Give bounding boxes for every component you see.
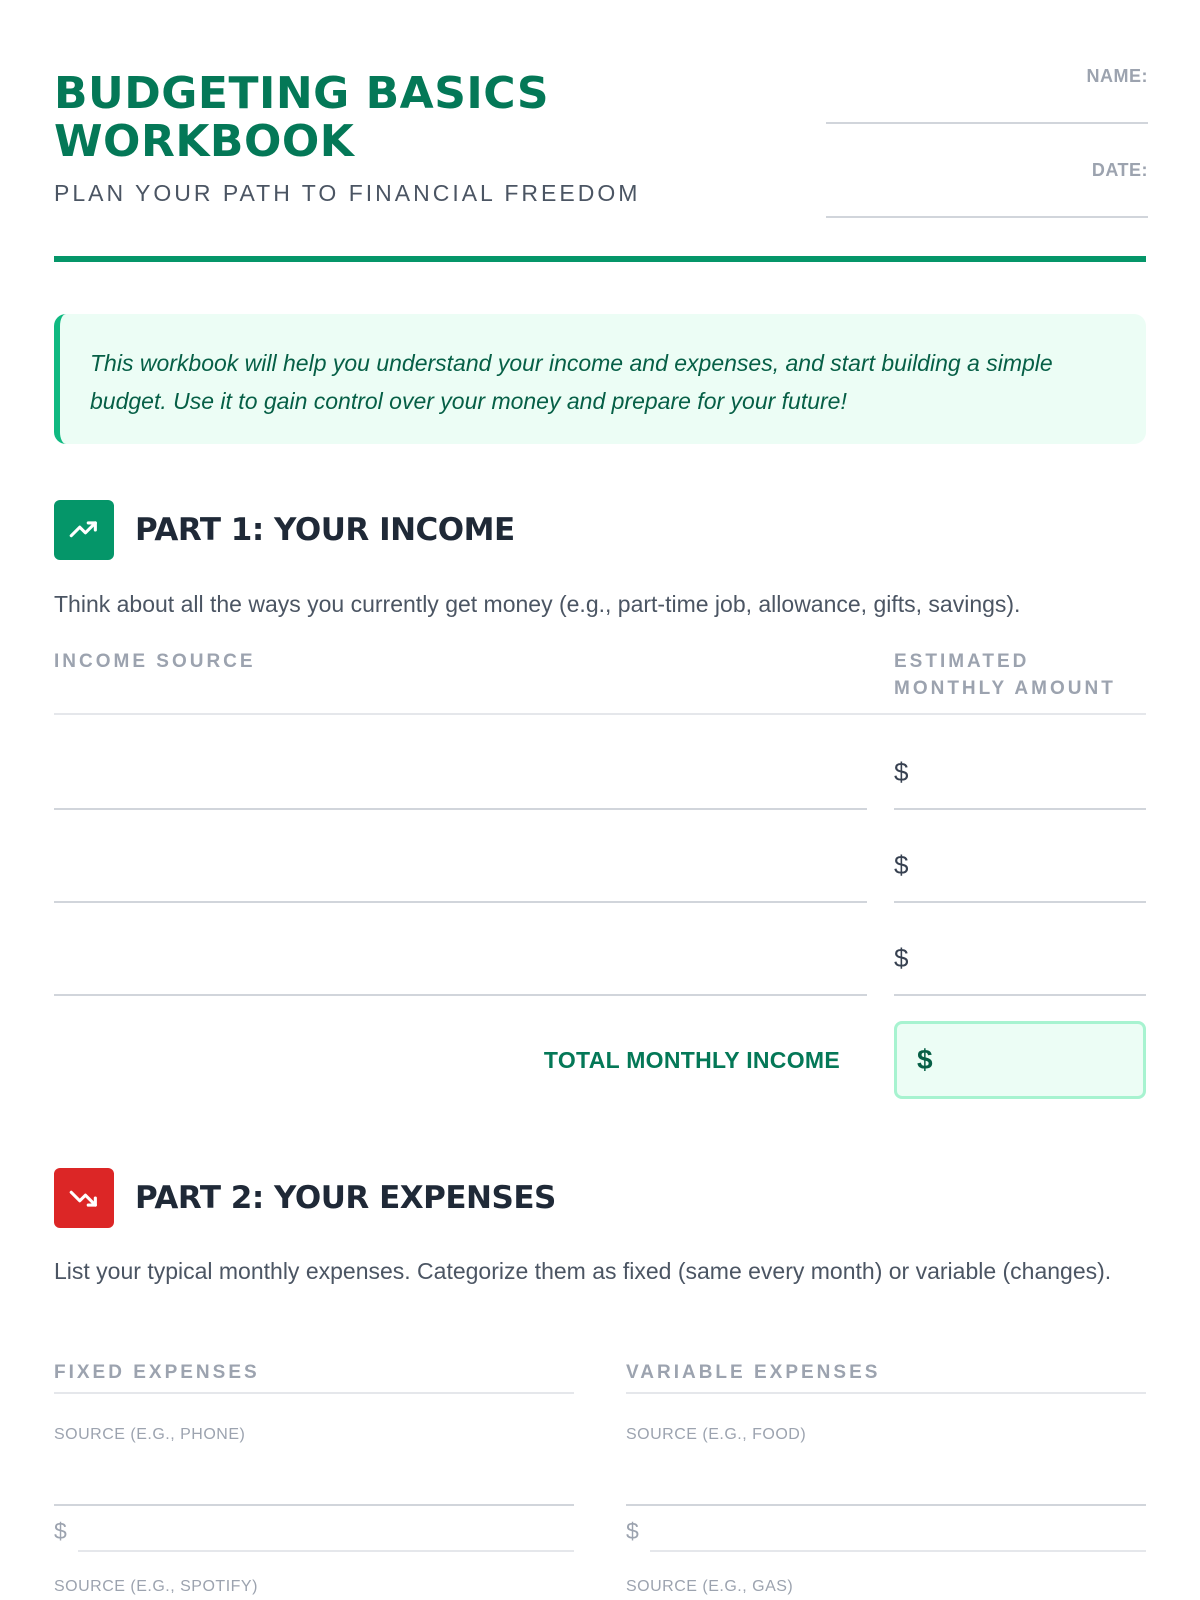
currency-symbol: $	[54, 1518, 67, 1544]
table-header-divider	[54, 713, 1146, 715]
income-section-title: PART 1: YOUR INCOME	[135, 512, 515, 548]
name-label: NAME:	[1086, 66, 1148, 86]
variable-expense-source-label: SOURCE (E.G., FOOD)	[626, 1426, 807, 1443]
fixed-expense-source-input-1[interactable]	[54, 1504, 574, 1506]
currency-symbol: $	[894, 943, 909, 973]
variable-expenses-heading: VARIABLE EXPENSES	[626, 1362, 881, 1383]
fixed-expense-source-label: SOURCE (E.G., SPOTIFY)	[54, 1578, 258, 1595]
title-line-2: WORKBOOK	[54, 116, 355, 167]
intro-text: This workbook will help you understand your income and expenses, and start building a simple budget. Use it to gain control over your money and prepare for your future!	[90, 350, 1053, 414]
expenses-section-title: PART 2: YOUR EXPENSES	[135, 1180, 556, 1216]
income-amount-input-3[interactable]	[894, 994, 1146, 996]
total-income-field[interactable]	[894, 1021, 1146, 1099]
date-field[interactable]	[826, 216, 1148, 218]
intro-callout	[54, 314, 1146, 444]
estimated-amount-header-line1: ESTIMATED	[894, 651, 1030, 672]
total-currency-symbol: $	[917, 1044, 933, 1075]
total-income-label: TOTAL MONTHLY INCOME	[543, 1047, 840, 1073]
variable-expenses-column	[626, 1360, 1146, 1600]
variable-expense-amount-input-1[interactable]	[650, 1550, 1146, 1552]
currency-symbol: $	[894, 850, 909, 880]
workbook-page	[54, 0, 1146, 1600]
currency-symbol: $	[894, 757, 909, 787]
fixed-expenses-column	[54, 1360, 574, 1600]
income-description: Think about all the ways you currently get money (e.g., part-time job, allowance, gifts, savings).	[54, 591, 1021, 617]
expenses-description: List your typical monthly expenses. Categorize them as fixed (same every month) or variable (changes).	[54, 1258, 1112, 1284]
fixed-expenses-heading: FIXED EXPENSES	[54, 1362, 260, 1383]
income-section-header	[54, 500, 515, 560]
name-date-block	[826, 60, 1148, 220]
trending-down-icon	[54, 1168, 114, 1228]
page-title	[54, 70, 754, 166]
date-label: DATE:	[1091, 160, 1148, 180]
expenses-section-header	[54, 1168, 556, 1228]
header-divider	[54, 256, 1146, 262]
currency-symbol: $	[626, 1518, 639, 1544]
fixed-heading-divider	[54, 1392, 574, 1394]
income-source-input-1[interactable]	[54, 808, 867, 810]
income-source-input-3[interactable]	[54, 994, 867, 996]
fixed-expense-amount-input-1[interactable]	[78, 1550, 574, 1552]
estimated-amount-header-line2: MONTHLY AMOUNT	[894, 678, 1116, 699]
page-subtitle: PLAN YOUR PATH TO FINANCIAL FREEDOM	[54, 180, 641, 206]
trending-up-icon	[54, 500, 114, 560]
variable-heading-divider	[626, 1392, 1146, 1394]
income-amount-input-2[interactable]	[894, 901, 1146, 903]
income-source-input-2[interactable]	[54, 901, 867, 903]
variable-expense-source-input-1[interactable]	[626, 1504, 1146, 1506]
income-source-header: INCOME SOURCE	[54, 651, 256, 672]
estimated-amount-header	[894, 648, 1116, 702]
name-field[interactable]	[826, 122, 1148, 124]
variable-expense-source-label: SOURCE (E.G., GAS)	[626, 1578, 794, 1595]
income-amount-input-1[interactable]	[894, 808, 1146, 810]
fixed-expense-source-label: SOURCE (E.G., PHONE)	[54, 1426, 246, 1443]
title-line-1: BUDGETING BASICS	[54, 68, 550, 119]
